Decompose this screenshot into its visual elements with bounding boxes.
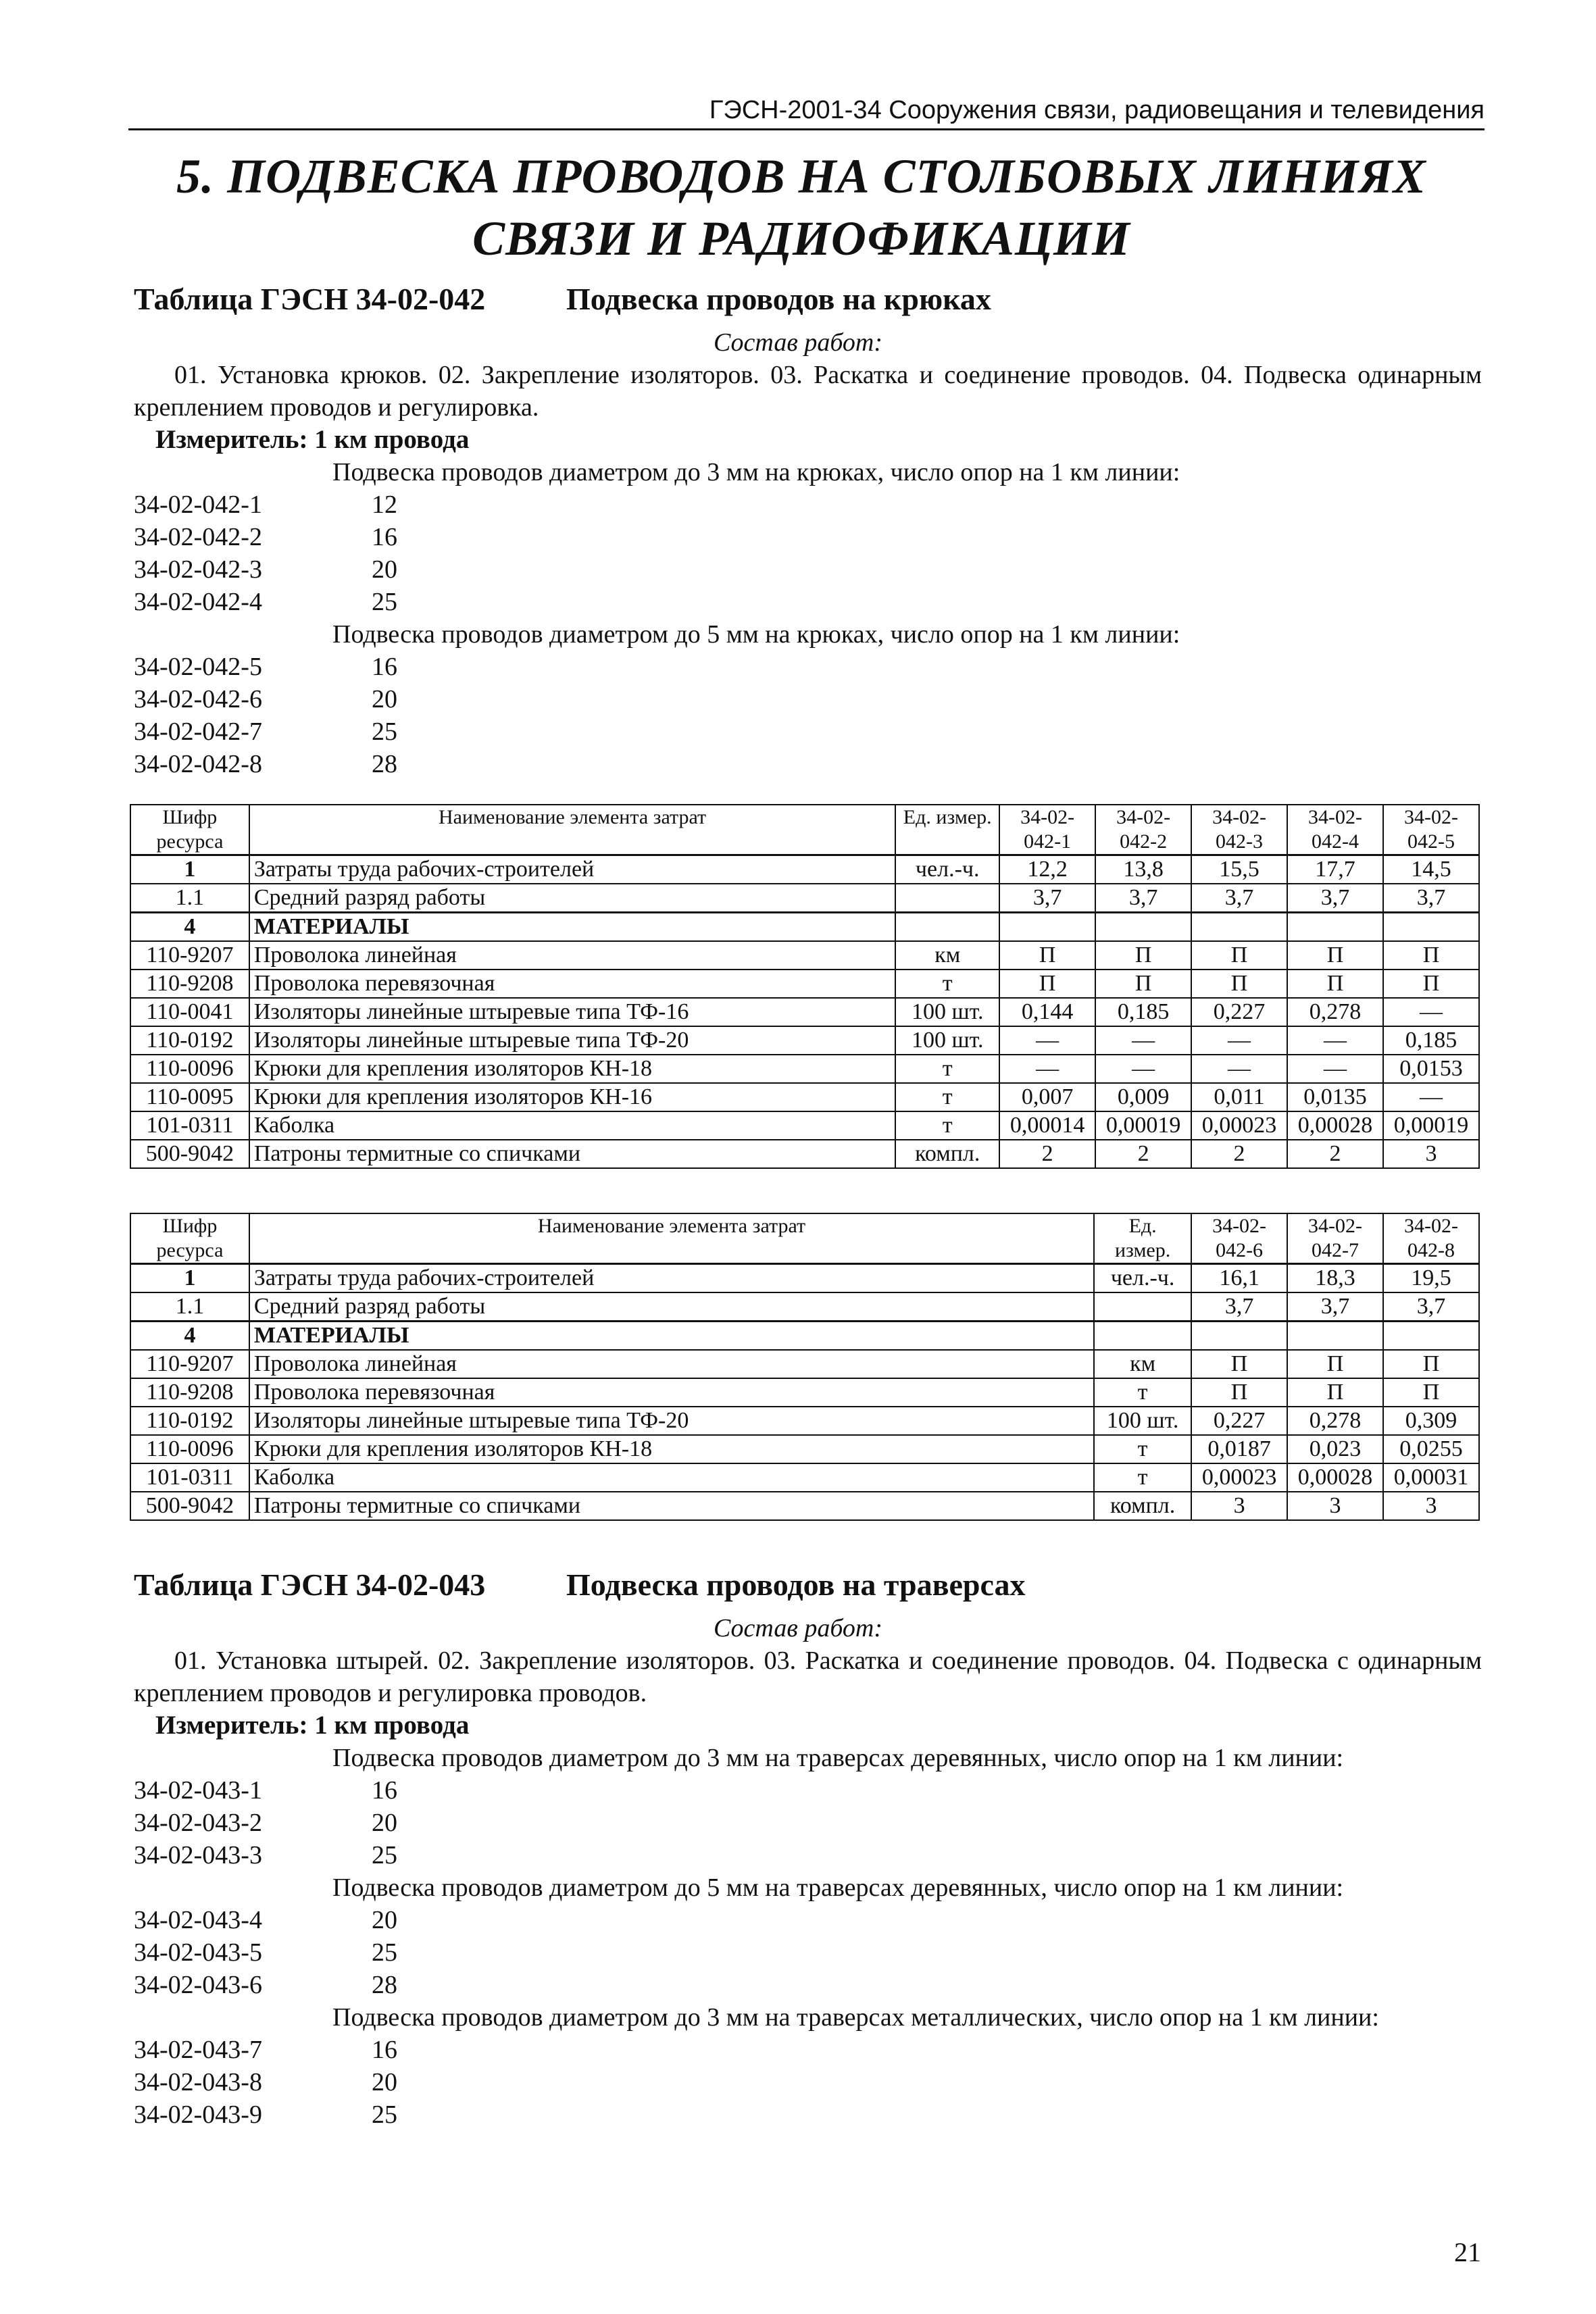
norm-code: 34-02-043-8: [134, 2068, 262, 2096]
table-042-group1-title: Подвеска проводов диаметром до 3 мм на крюках, число опор на 1 км линии:: [332, 458, 1180, 486]
row-value: 0,309: [1383, 1407, 1479, 1435]
row-value: 0,185: [1383, 1026, 1479, 1055]
norm-value: 28: [372, 1971, 397, 1999]
table-042-composition: 01. Установка крюков. 02. Закрепление изоляторов. 03. Раскатка и соединение проводов. 04. Подвеска одинарным креплением проводов и регулировка.: [134, 361, 1482, 422]
row-code: 101-0311: [130, 1463, 249, 1492]
norm-code: 34-02-042-6: [134, 685, 262, 713]
row-value: П: [1191, 970, 1287, 998]
row-unit: т: [895, 1055, 999, 1083]
row-value: 0,00019: [1383, 1111, 1479, 1140]
table-row: [130, 1492, 1479, 1520]
norm-value: 28: [372, 750, 397, 778]
row-value: П: [1095, 970, 1191, 998]
row-value: [1191, 913, 1287, 942]
norm-row: [134, 1904, 397, 1936]
table-row: [130, 1407, 1479, 1435]
row-value: 2: [1095, 1140, 1191, 1168]
table-row: [130, 1292, 1479, 1322]
norm-value: 20: [372, 2068, 397, 2096]
table-043-meter: Измеритель: 1 км провода: [155, 1711, 470, 1740]
row-value: —: [1191, 1055, 1287, 1083]
row-value: [999, 913, 1095, 942]
row-unit: компл.: [895, 1140, 999, 1168]
row-unit: чел.-ч.: [895, 855, 999, 884]
row-value: П: [1191, 941, 1287, 970]
row-code: 4: [130, 1322, 249, 1351]
header-code: Шифр ресурса: [130, 805, 249, 855]
row-name: Патроны термитные со спичками: [249, 1140, 895, 1168]
row-unit: т: [1094, 1463, 1191, 1492]
row-value: 18,3: [1287, 1264, 1383, 1293]
norm-value: 25: [372, 588, 397, 616]
norm-code: 34-02-042-7: [134, 718, 262, 746]
row-name: Проволока линейная: [249, 941, 895, 970]
norm-code: 34-02-042-1: [134, 491, 262, 519]
table-row: [130, 998, 1479, 1026]
row-code: 110-0096: [130, 1435, 249, 1463]
row-value: 3,7: [1191, 1292, 1287, 1322]
row-unit: т: [895, 1111, 999, 1140]
row-value: [1383, 913, 1479, 942]
row-value: —: [999, 1055, 1095, 1083]
norm-row: [134, 586, 397, 618]
table-row: [130, 1264, 1479, 1293]
row-value: 0,011: [1191, 1083, 1287, 1111]
norm-row: [134, 521, 397, 553]
norm-row: [134, 1807, 397, 1839]
row-value: 0,0255: [1383, 1435, 1479, 1463]
resource-table-1: [130, 804, 1480, 1169]
header-col: 34-02-042-3: [1191, 805, 1287, 855]
row-value: 3,7: [1287, 884, 1383, 913]
norm-value: 16: [372, 1776, 397, 1805]
row-unit: т: [895, 1083, 999, 1111]
row-value: 2: [1287, 1140, 1383, 1168]
section-title: 5. ПОДВЕСКА ПРОВОДОВ НА СТОЛБОВЫХ ЛИНИЯХ СВЯЗИ И РАДИОФИКАЦИИ: [176, 149, 1426, 266]
row-value: 0,185: [1095, 998, 1191, 1026]
norm-row: [134, 1774, 397, 1807]
row-name: Каболка: [249, 1111, 895, 1140]
row-value: 0,0135: [1287, 1083, 1383, 1111]
norm-code: 34-02-043-9: [134, 2101, 262, 2129]
norm-value: 20: [372, 555, 397, 584]
row-code: 110-9208: [130, 970, 249, 998]
row-value: 0,007: [999, 1083, 1095, 1111]
table-header-row: [130, 1213, 1479, 1264]
row-unit: км: [1094, 1350, 1191, 1378]
table-row: [130, 1083, 1479, 1111]
row-value: 0,227: [1191, 998, 1287, 1026]
norm-row: [134, 715, 397, 748]
row-value: 3: [1383, 1140, 1479, 1168]
row-value: П: [1383, 1378, 1479, 1407]
row-value: —: [1191, 1026, 1287, 1055]
row-code: 101-0311: [130, 1111, 249, 1140]
row-value: —: [1287, 1055, 1383, 1083]
table-042-meter: Измеритель: 1 км провода: [155, 425, 470, 454]
norm-value: 16: [372, 2036, 397, 2064]
header-unit: Ед. измер.: [895, 805, 999, 855]
row-value: 0,00023: [1191, 1463, 1287, 1492]
norm-code: 34-02-043-1: [134, 1776, 262, 1805]
table-row: [130, 913, 1479, 942]
row-value: —: [1095, 1026, 1191, 1055]
norm-code: 34-02-043-2: [134, 1809, 262, 1837]
row-value: 17,7: [1287, 855, 1383, 884]
row-value: П: [1191, 1350, 1287, 1378]
header-col: 34-02-042-1: [999, 805, 1095, 855]
table-row: [130, 1026, 1479, 1055]
row-value: 0,023: [1287, 1435, 1383, 1463]
norm-value: 16: [372, 653, 397, 681]
row-value: 0,00023: [1191, 1111, 1287, 1140]
table-row: [130, 1463, 1479, 1492]
row-code: 1: [130, 855, 249, 884]
norm-value: 20: [372, 1906, 397, 1934]
row-value: [1287, 913, 1383, 942]
row-code: 110-9207: [130, 1350, 249, 1378]
norm-row: [134, 2034, 397, 2066]
row-name: МАТЕРИАЛЫ: [249, 1322, 1094, 1351]
row-name: Патроны термитные со спичками: [249, 1492, 1094, 1520]
norm-value: 12: [372, 491, 397, 519]
row-unit: [1094, 1292, 1191, 1322]
table-043-composition: 01. Установка штырей. 02. Закрепление изоляторов. 03. Раскатка и соединение проводов. 04. Подвеска с одинарным креплением проводов и регулировка проводов.: [134, 1646, 1482, 1707]
norm-value: 25: [372, 718, 397, 746]
row-value: 3,7: [1383, 1292, 1479, 1322]
row-name: Изоляторы линейные штыревые типа ТФ-20: [249, 1407, 1094, 1435]
norm-value: 25: [372, 1938, 397, 1967]
row-value: П: [1287, 941, 1383, 970]
norm-value: 25: [372, 2101, 397, 2129]
table-row: [130, 884, 1479, 913]
norm-code: 34-02-042-2: [134, 523, 262, 551]
row-code: 110-9207: [130, 941, 249, 970]
row-code: 110-9208: [130, 1378, 249, 1407]
row-value: 0,00019: [1095, 1111, 1191, 1140]
norm-code: 34-02-043-4: [134, 1906, 262, 1934]
row-value: [1287, 1322, 1383, 1351]
norm-row: [134, 748, 397, 780]
row-name: Крюки для крепления изоляторов КН-18: [249, 1435, 1094, 1463]
table-row: [130, 1322, 1479, 1351]
row-value: [1095, 913, 1191, 942]
norm-code: 34-02-042-5: [134, 653, 262, 681]
row-value: 3,7: [999, 884, 1095, 913]
row-value: П: [1287, 1378, 1383, 1407]
norm-code: 34-02-043-5: [134, 1938, 262, 1967]
row-unit: [1094, 1322, 1191, 1351]
norm-value: 25: [372, 1841, 397, 1869]
row-code: 500-9042: [130, 1492, 249, 1520]
table-row: [130, 1111, 1479, 1140]
resource-table-2: [130, 1213, 1480, 1521]
header-col: 34-02-042-5: [1383, 805, 1479, 855]
header-code: Шифр ресурса: [130, 1213, 249, 1264]
row-value: 0,227: [1191, 1407, 1287, 1435]
header-col: 34-02-042-2: [1095, 805, 1191, 855]
row-value: [1191, 1322, 1287, 1351]
row-unit: 100 шт.: [895, 1026, 999, 1055]
row-value: 0,00028: [1287, 1111, 1383, 1140]
row-value: 0,00028: [1287, 1463, 1383, 1492]
table-header-row: [130, 805, 1479, 855]
table-042-title: Подвеска проводов на крюках: [566, 282, 991, 316]
running-header: ГЭСН-2001-34 Сооружения связи, радиовещания и телевидения: [128, 93, 1485, 130]
header-unit: Ед. измер.: [1094, 1213, 1191, 1264]
table-042-composition-label: Состав работ:: [713, 328, 883, 357]
norm-code: 34-02-043-3: [134, 1841, 262, 1869]
row-code: 500-9042: [130, 1140, 249, 1168]
norm-value: 20: [372, 685, 397, 713]
norm-value: 20: [372, 1809, 397, 1837]
row-name: Изоляторы линейные штыревые типа ТФ-20: [249, 1026, 895, 1055]
norm-row: [134, 2098, 397, 2131]
row-value: П: [999, 941, 1095, 970]
row-value: П: [1287, 1350, 1383, 1378]
table-row: [130, 941, 1479, 970]
row-value: 3,7: [1287, 1292, 1383, 1322]
row-value: 0,00014: [999, 1111, 1095, 1140]
row-value: 16,1: [1191, 1264, 1287, 1293]
table-043-group2-title: Подвеска проводов диаметром до 5 мм на траверсах деревянных, число опор на 1 км линии:: [332, 1873, 1344, 1902]
row-value: П: [1383, 1350, 1479, 1378]
row-value: П: [1383, 970, 1479, 998]
norm-row: [134, 651, 397, 683]
row-value: 3: [1287, 1492, 1383, 1520]
norm-code: 34-02-042-4: [134, 588, 262, 616]
row-unit: т: [1094, 1378, 1191, 1407]
table-043-code: Таблица ГЭСН 34-02-043: [134, 1567, 486, 1602]
row-value: —: [1383, 998, 1479, 1026]
header-col: 34-02-042-7: [1287, 1213, 1383, 1264]
row-value: —: [999, 1026, 1095, 1055]
table-row: [130, 1350, 1479, 1378]
table-row: [130, 1055, 1479, 1083]
row-name: Крюки для крепления изоляторов КН-16: [249, 1083, 895, 1111]
table-043-group3-title: Подвеска проводов диаметром до 3 мм на траверсах металлических, число опор на 1 км линии:: [332, 2003, 1379, 2032]
row-name: Каболка: [249, 1463, 1094, 1492]
row-value: —: [1287, 1026, 1383, 1055]
row-value: 0,0187: [1191, 1435, 1287, 1463]
norm-row: [134, 1936, 397, 1969]
row-value: 0,144: [999, 998, 1095, 1026]
row-value: 12,2: [999, 855, 1095, 884]
row-value: 2: [1191, 1140, 1287, 1168]
row-unit: [895, 884, 999, 913]
norm-row: [134, 553, 397, 586]
header-name: Наименование элемента затрат: [249, 805, 895, 855]
table-043-heading: [134, 1566, 1025, 1604]
row-value: 13,8: [1095, 855, 1191, 884]
row-value: 19,5: [1383, 1264, 1479, 1293]
row-value: 3,7: [1383, 884, 1479, 913]
row-code: 1.1: [130, 884, 249, 913]
row-unit: [895, 913, 999, 942]
row-name: Проволока перевязочная: [249, 1378, 1094, 1407]
row-name: Проволока перевязочная: [249, 970, 895, 998]
table-042-group2-title: Подвеска проводов диаметром до 5 мм на крюках, число опор на 1 км линии:: [332, 620, 1180, 649]
row-name: Затраты труда рабочих-строителей: [249, 855, 895, 884]
row-code: 1.1: [130, 1292, 249, 1322]
row-value: П: [1287, 970, 1383, 998]
norm-code: 34-02-042-3: [134, 555, 262, 584]
row-value: 3,7: [1095, 884, 1191, 913]
table-043-composition-label: Состав работ:: [713, 1614, 883, 1642]
row-name: МАТЕРИАЛЫ: [249, 913, 895, 942]
row-value: —: [1383, 1083, 1479, 1111]
row-name: Затраты труда рабочих-строителей: [249, 1264, 1094, 1293]
table-042-code: Таблица ГЭСН 34-02-042: [134, 282, 486, 316]
norm-row: [134, 1969, 397, 2001]
row-code: 110-0192: [130, 1407, 249, 1435]
row-value: —: [1095, 1055, 1191, 1083]
row-value: 15,5: [1191, 855, 1287, 884]
row-value: 14,5: [1383, 855, 1479, 884]
row-code: 110-0096: [130, 1055, 249, 1083]
row-unit: чел.-ч.: [1094, 1264, 1191, 1293]
page-number: 21: [1454, 2237, 1481, 2267]
table-042-heading: [134, 280, 991, 318]
table-row: [130, 970, 1479, 998]
row-unit: т: [895, 970, 999, 998]
row-code: 110-0095: [130, 1083, 249, 1111]
norm-value: 16: [372, 523, 397, 551]
row-value: П: [999, 970, 1095, 998]
norm-row: [134, 488, 397, 521]
row-value: [1383, 1322, 1479, 1351]
row-code: 110-0041: [130, 998, 249, 1026]
row-name: Проволока линейная: [249, 1350, 1094, 1378]
row-name: Изоляторы линейные штыревые типа ТФ-16: [249, 998, 895, 1026]
row-value: П: [1383, 941, 1479, 970]
row-value: 0,009: [1095, 1083, 1191, 1111]
table-043-title: Подвеска проводов на траверсах: [566, 1567, 1026, 1602]
row-value: 0,00031: [1383, 1463, 1479, 1492]
row-unit: компл.: [1094, 1492, 1191, 1520]
row-value: 3: [1383, 1492, 1479, 1520]
row-name: Средний разряд работы: [249, 1292, 1094, 1322]
row-value: 0,278: [1287, 998, 1383, 1026]
header-col: 34-02-042-8: [1383, 1213, 1479, 1264]
row-value: 0,0153: [1383, 1055, 1479, 1083]
row-name: Крюки для крепления изоляторов КН-18: [249, 1055, 895, 1083]
norm-code: 34-02-043-7: [134, 2036, 262, 2064]
norm-code: 34-02-042-8: [134, 750, 262, 778]
table-row: [130, 1435, 1479, 1463]
row-value: 2: [999, 1140, 1095, 1168]
table-row: [130, 1378, 1479, 1407]
norm-row: [134, 2066, 397, 2098]
row-unit: 100 шт.: [1094, 1407, 1191, 1435]
header-name: Наименование элемента затрат: [249, 1213, 1094, 1264]
row-value: 3: [1191, 1492, 1287, 1520]
table-row: [130, 855, 1479, 884]
table-row: [130, 1140, 1479, 1168]
row-code: 4: [130, 913, 249, 942]
row-unit: 100 шт.: [895, 998, 999, 1026]
row-value: П: [1191, 1378, 1287, 1407]
header-col: 34-02-042-4: [1287, 805, 1383, 855]
header-col: 34-02-042-6: [1191, 1213, 1287, 1264]
norm-row: [134, 1839, 397, 1871]
row-value: 0,278: [1287, 1407, 1383, 1435]
row-code: 110-0192: [130, 1026, 249, 1055]
table-043-group1-title: Подвеска проводов диаметром до 3 мм на траверсах деревянных, число опор на 1 км линии:: [332, 1744, 1344, 1772]
row-unit: км: [895, 941, 999, 970]
row-value: 3,7: [1191, 884, 1287, 913]
row-value: П: [1095, 941, 1191, 970]
row-unit: т: [1094, 1435, 1191, 1463]
norm-row: [134, 683, 397, 715]
norm-code: 34-02-043-6: [134, 1971, 262, 1999]
row-name: Средний разряд работы: [249, 884, 895, 913]
row-code: 1: [130, 1264, 249, 1293]
